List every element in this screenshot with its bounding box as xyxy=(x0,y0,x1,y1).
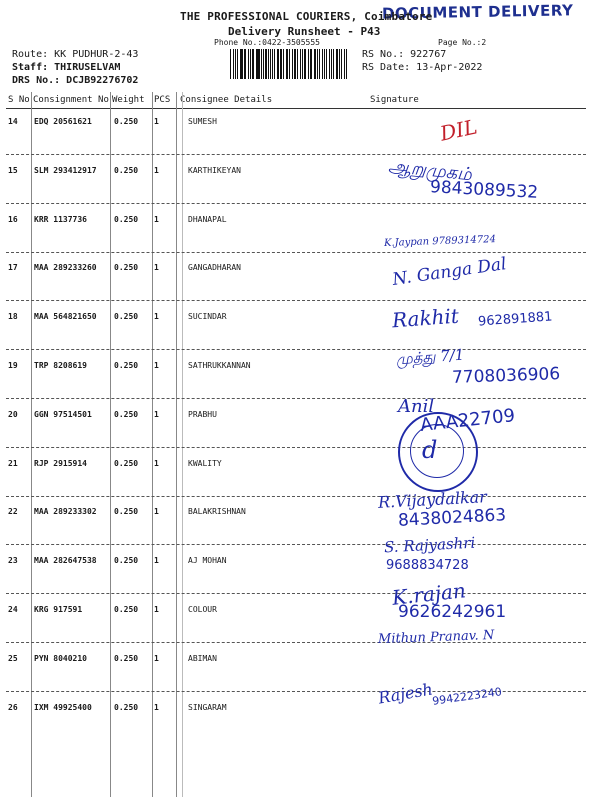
row-sno: 26 xyxy=(8,703,18,712)
row-sno: 18 xyxy=(8,312,18,321)
row-sno: 14 xyxy=(8,117,18,126)
row-pcs: 1 xyxy=(154,703,159,712)
row-divider xyxy=(6,544,586,545)
row-sno: 16 xyxy=(8,215,18,224)
row-pcs: 1 xyxy=(154,312,159,321)
row-weight: 0.250 xyxy=(114,215,139,224)
rs-number: RS No.: 922767 xyxy=(362,49,447,60)
row-consignee: AJ MOHAN xyxy=(188,556,227,565)
drs-number: DRS No.: DCJB92276702 xyxy=(12,75,139,86)
row-pcs: 1 xyxy=(154,556,159,565)
row-sno: 25 xyxy=(8,654,18,663)
col-pcs: PCS xyxy=(154,95,171,105)
row-weight: 0.250 xyxy=(114,556,139,565)
signature-row-17: N. Ganga Dal xyxy=(391,254,508,290)
signature-row-23: S. Rajyashri xyxy=(383,533,476,557)
row-sno: 24 xyxy=(8,605,18,614)
signature-row-20: Anil xyxy=(398,396,435,417)
signature-row-22: R.Vijaydalkar xyxy=(377,487,488,512)
runsheet-title: Delivery Runsheet - P43 xyxy=(228,25,381,38)
signature-row-19-number: 7708036906 xyxy=(451,364,561,388)
signature-row-18: Rakhit xyxy=(391,303,460,333)
row-divider xyxy=(6,154,586,155)
row-divider xyxy=(6,349,586,350)
row-consignee: PRABHU xyxy=(188,410,217,419)
row-divider xyxy=(6,642,586,643)
row-weight: 0.250 xyxy=(114,605,139,614)
signature-row-15: ஆறுமுகம் xyxy=(387,155,473,186)
signature-row-18-number: 962891881 xyxy=(477,309,553,330)
row-weight: 0.250 xyxy=(114,263,139,272)
row-weight: 0.250 xyxy=(114,361,139,370)
row-divider xyxy=(6,496,586,497)
row-weight: 0.250 xyxy=(114,312,139,321)
row-consignee: SUCINDAR xyxy=(188,312,227,321)
route: Route: KK PUDHUR-2-43 xyxy=(12,49,139,60)
company-title: THE PROFESSIONAL COURIERS, Coimbatore xyxy=(180,10,433,23)
signature-row-15-number: 9843089532 xyxy=(429,177,539,203)
row-divider xyxy=(6,593,586,594)
row-sno: 23 xyxy=(8,556,18,565)
row-consignee: COLOUR xyxy=(188,605,217,614)
row-consignment-no: MAA 282647538 xyxy=(34,556,97,565)
signature-row-22-number: 8438024863 xyxy=(397,505,507,531)
row-consignment-no: GGN 97514501 xyxy=(34,410,92,419)
col-consignment: Consignment No xyxy=(33,95,109,105)
row-pcs: 1 xyxy=(154,507,159,516)
row-consignment-no: KRG 917591 xyxy=(34,605,83,614)
row-divider xyxy=(6,447,586,448)
row-pcs: 1 xyxy=(154,459,159,468)
row-sno: 22 xyxy=(8,507,18,516)
row-consignment-no: EDQ 20561621 xyxy=(34,117,92,126)
row-divider xyxy=(6,252,586,253)
barcode xyxy=(230,49,348,79)
row-pcs: 1 xyxy=(154,263,159,272)
row-consignment-no: MAA 289233260 xyxy=(34,263,97,272)
row-consignment-no: IXM 49925400 xyxy=(34,703,92,712)
row-consignee: KARTHIKEYAN xyxy=(188,166,241,175)
col-sno: S No xyxy=(8,95,30,105)
signature-row-16: K.Jaypan 9789314724 xyxy=(383,234,497,249)
row-consignment-no: KRR 1137736 xyxy=(34,215,87,224)
row-weight: 0.250 xyxy=(114,654,139,663)
row-pcs: 1 xyxy=(154,117,159,126)
row-consignment-no: RJP 2915914 xyxy=(34,459,87,468)
row-divider xyxy=(6,203,586,204)
row-consignee: SUMESH xyxy=(188,117,217,126)
row-weight: 0.250 xyxy=(114,703,139,712)
header-rule xyxy=(6,108,586,109)
row-consignee: GANGADHARAN xyxy=(188,263,241,272)
row-consignee: SATHRUKKANNAN xyxy=(188,361,251,370)
row-divider xyxy=(6,398,586,399)
signature-row-14: DIL xyxy=(437,114,480,146)
signature-row-23-number: 9688834728 xyxy=(386,558,469,573)
document-delivery-stamp: DOCUMENT DELIVERY xyxy=(381,1,574,23)
signature-row-24-number: 9626242961 xyxy=(398,602,507,622)
row-sno: 21 xyxy=(8,459,18,468)
signature-row-24: K.rajan xyxy=(390,578,467,610)
row-sno: 17 xyxy=(8,263,18,272)
row-consignment-no: MAA 564821650 xyxy=(34,312,97,321)
row-consignee: KWALITY xyxy=(188,459,222,468)
signature-row-25: Mithun Pranav. N xyxy=(377,627,495,648)
row-pcs: 1 xyxy=(154,215,159,224)
row-pcs: 1 xyxy=(154,605,159,614)
company-seal: d xyxy=(398,412,478,492)
row-consignee: BALAKRISHNAN xyxy=(188,507,246,516)
row-weight: 0.250 xyxy=(114,507,139,516)
col-weight: Weight xyxy=(112,95,145,105)
col-signature: Signature xyxy=(370,95,419,105)
row-pcs: 1 xyxy=(154,166,159,175)
phone-number: Phone No.:0422-3505555 xyxy=(214,38,320,47)
row-weight: 0.250 xyxy=(114,410,139,419)
row-pcs: 1 xyxy=(154,410,159,419)
row-consignment-no: TRP 8208619 xyxy=(34,361,87,370)
signature-row-26: Rajesh xyxy=(376,679,435,708)
row-pcs: 1 xyxy=(154,361,159,370)
signature-row-20-number: AAA22709 xyxy=(419,405,517,436)
rs-date: RS Date: 13-Apr-2022 xyxy=(362,62,483,73)
row-sno: 15 xyxy=(8,166,18,175)
row-pcs: 1 xyxy=(154,654,159,663)
page-number: Page No.:2 xyxy=(438,38,487,47)
row-sno: 20 xyxy=(8,410,18,419)
signature-row-26-number: 9942223240 xyxy=(431,685,503,708)
row-consignee: SINGARAM xyxy=(188,703,227,712)
row-consignee: DHANAPAL xyxy=(188,215,227,224)
row-consignment-no: PYN 8040210 xyxy=(34,654,87,663)
row-divider xyxy=(6,300,586,301)
row-sno: 19 xyxy=(8,361,18,370)
signature-row-19: முத்து 7/1 xyxy=(395,345,465,369)
row-consignee: ABIMAN xyxy=(188,654,217,663)
col-consignee: Consignee Details xyxy=(180,95,273,105)
staff: Staff: THIRUSELVAM xyxy=(12,62,121,73)
row-consignment-no: MAA 289233302 xyxy=(34,507,97,516)
row-weight: 0.250 xyxy=(114,166,139,175)
row-weight: 0.250 xyxy=(114,117,139,126)
row-weight: 0.250 xyxy=(114,459,139,468)
row-consignment-no: SLM 293412917 xyxy=(34,166,97,175)
